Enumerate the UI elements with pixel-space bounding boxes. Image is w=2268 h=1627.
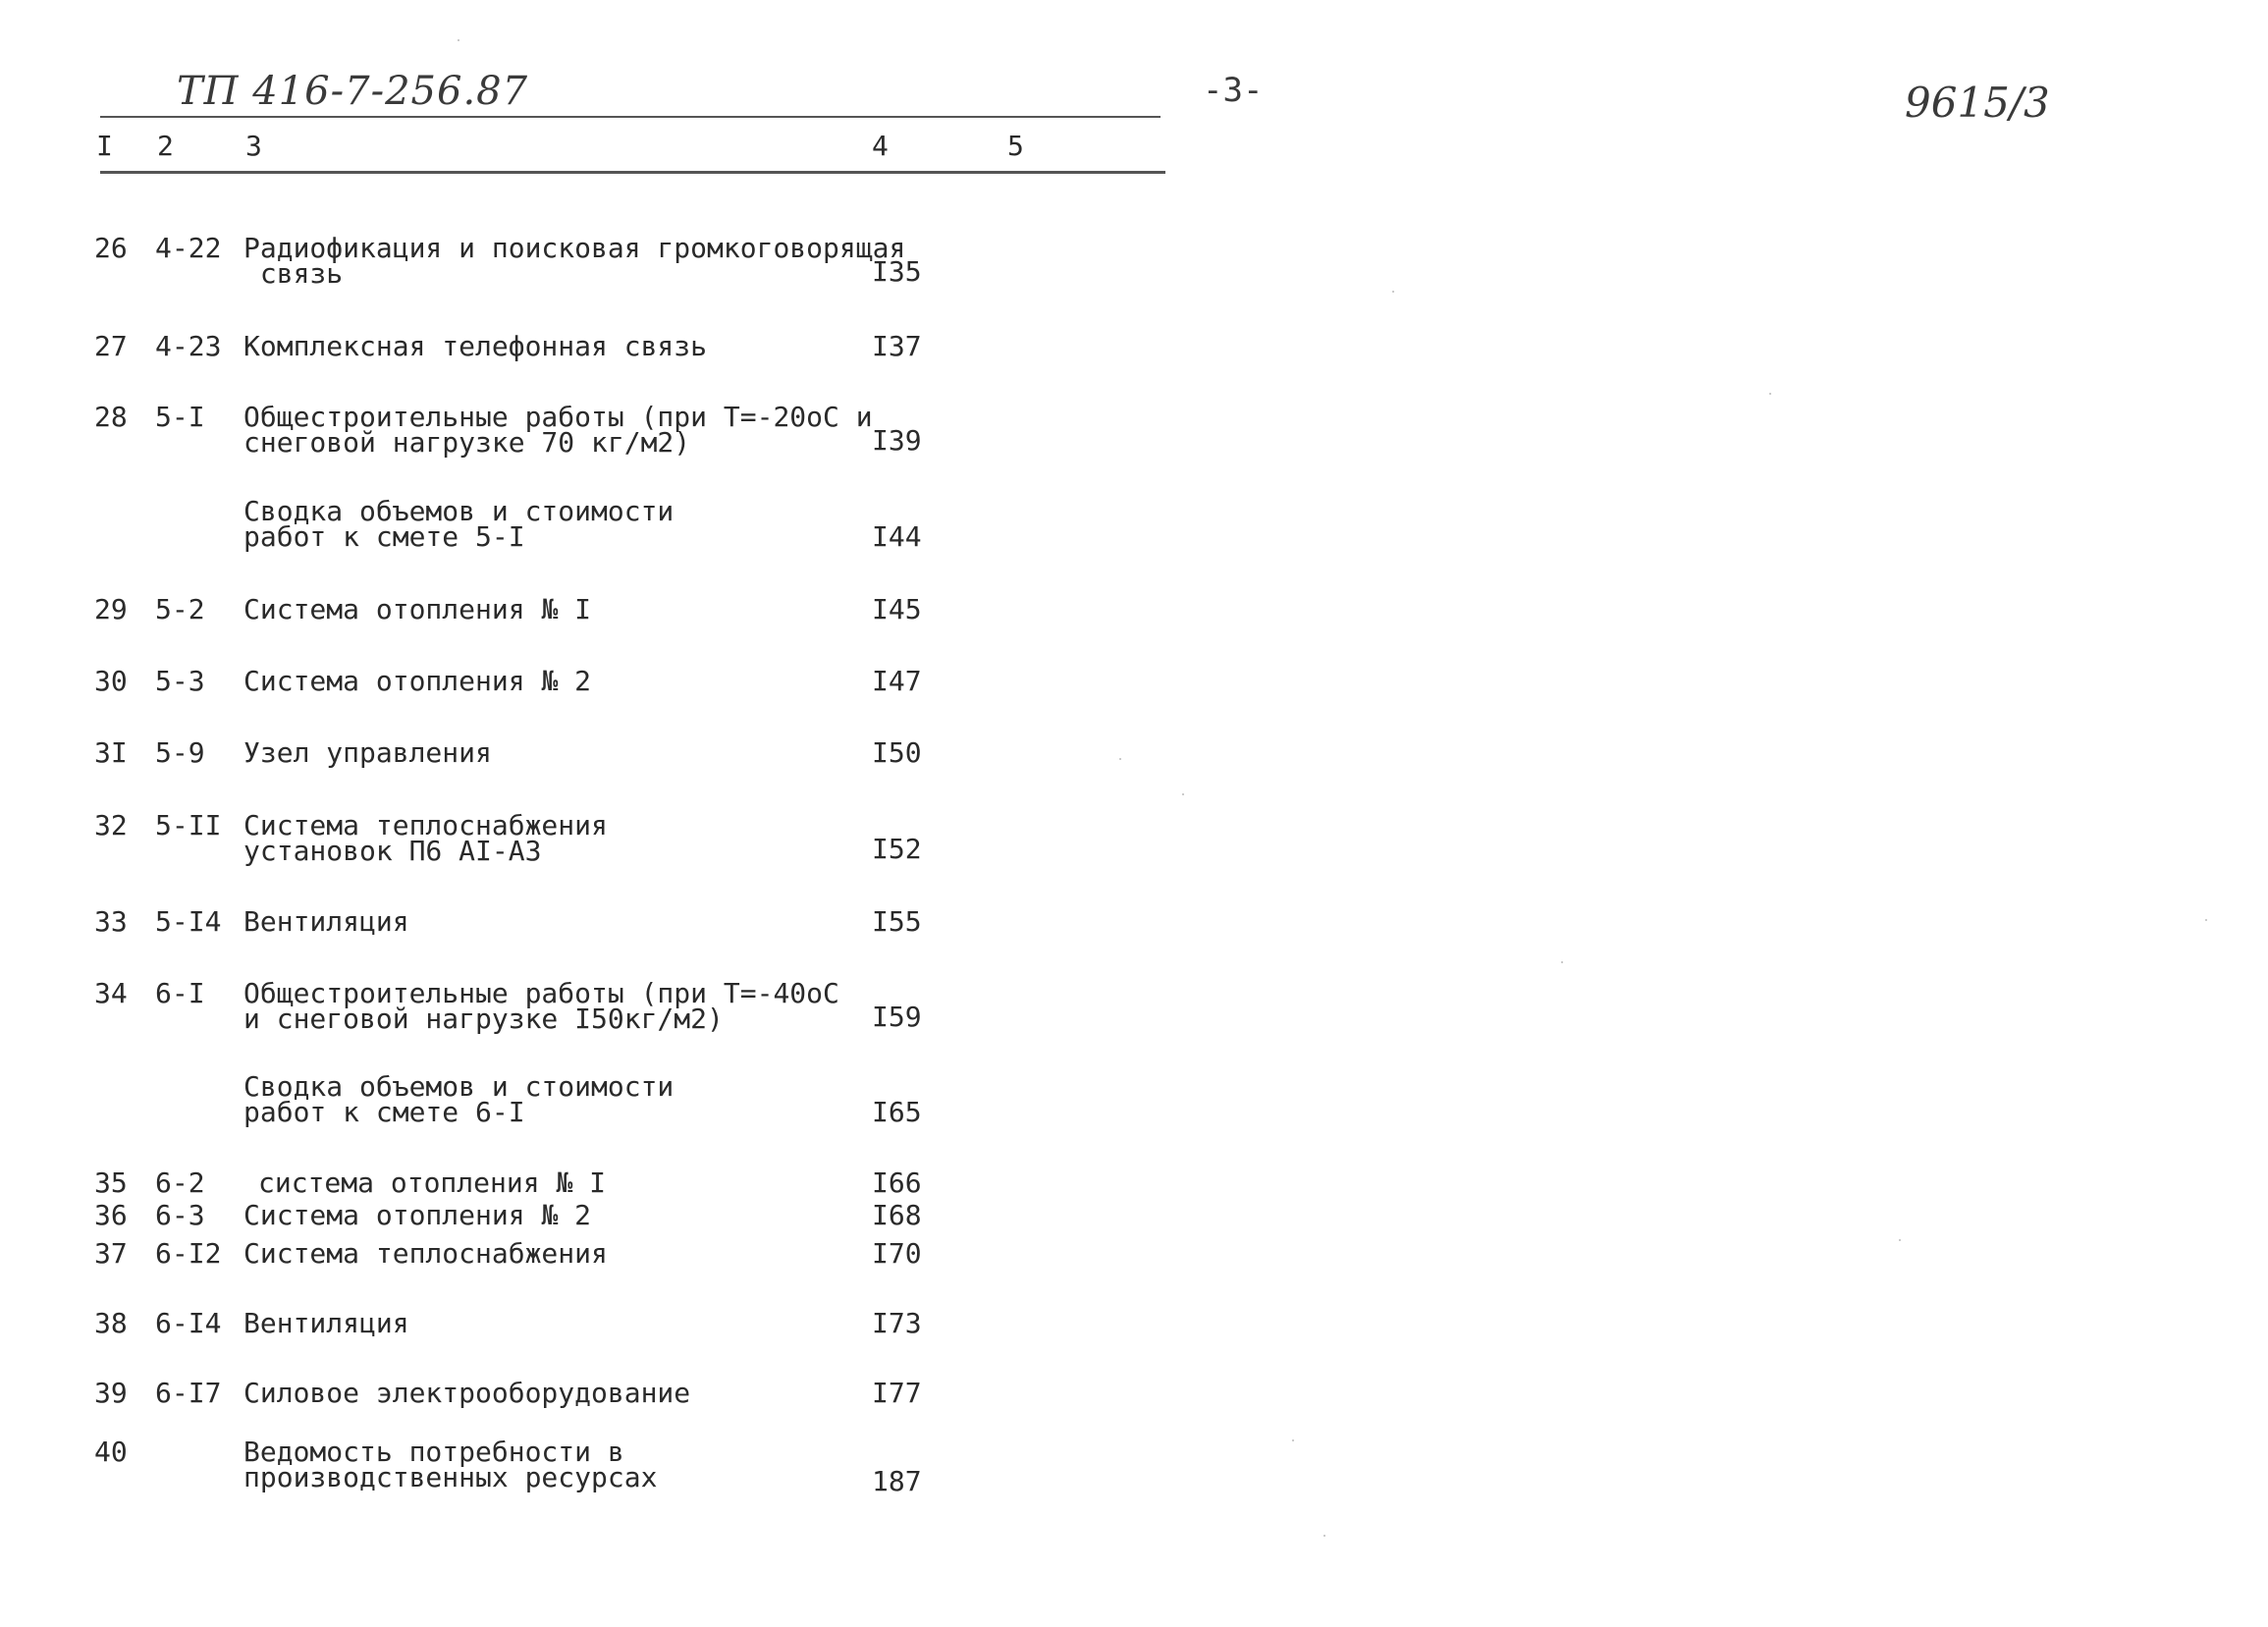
row-title: система отопления № I <box>258 1166 607 1199</box>
page-number: -3- <box>1203 71 1264 110</box>
scan-speck <box>1899 1239 1901 1241</box>
row-page: I73 <box>872 1307 922 1339</box>
row-page: I59 <box>872 1001 922 1033</box>
row-title: Вентиляция <box>243 905 409 938</box>
row-number: 26 <box>94 232 128 264</box>
row-number: 30 <box>94 665 128 697</box>
row-page: 187 <box>872 1465 922 1497</box>
row-code: 5-I4 <box>155 905 222 938</box>
row-code: 6-2 <box>155 1166 205 1199</box>
column-header-5: 5 <box>1007 130 1024 162</box>
row-number: 39 <box>94 1377 128 1409</box>
row-title: Узел управления <box>243 736 492 769</box>
row-title: Система теплоснабжения <box>243 1237 608 1270</box>
row-title: Сводка объемов и стоимости работ к смете 5-I <box>243 495 675 553</box>
row-code: 6-I7 <box>155 1377 222 1409</box>
row-code: 4-22 <box>155 232 222 264</box>
scan-speck <box>1769 393 1771 395</box>
row-title: Радиофикация и поисковая громкоговорящая связь <box>243 232 906 290</box>
row-page: I47 <box>872 665 922 697</box>
row-title: Силовое электрооборудование <box>243 1377 691 1409</box>
row-title: Ведомость потребности в производственных ресурсах <box>243 1436 658 1493</box>
row-code: 5-2 <box>155 593 205 625</box>
scan-speck <box>1292 1439 1294 1441</box>
row-number: 40 <box>94 1436 128 1468</box>
row-page: I45 <box>872 593 922 625</box>
row-title: Система отопления № I <box>243 593 592 625</box>
row-code: 5-9 <box>155 736 205 769</box>
scan-speck <box>1182 793 1184 795</box>
row-number: 37 <box>94 1237 128 1270</box>
row-code: 5-3 <box>155 665 205 697</box>
column-header-1: I <box>96 130 113 162</box>
column-header-3: 3 <box>245 130 262 162</box>
row-number: 27 <box>94 330 128 362</box>
row-title: Сводка объемов и стоимости работ к смете 6-I <box>243 1070 675 1128</box>
row-title: Общестроительные работы (при Т=-40оС и снеговой нагрузке I50кг/м2) <box>243 977 839 1035</box>
header-top-rule <box>100 116 1161 118</box>
scan-speck <box>1392 291 1394 293</box>
row-number: 32 <box>94 809 128 841</box>
row-title: Система отопления № 2 <box>243 1199 592 1231</box>
row-page: I66 <box>872 1166 922 1199</box>
row-page: I68 <box>872 1199 922 1231</box>
row-title: Общестроительные работы (при Т=-20оС и снеговой нагрузке 70 кг/м2) <box>243 401 873 459</box>
row-code: 5-I <box>155 401 205 433</box>
row-code: 6-I4 <box>155 1307 222 1339</box>
row-number: 36 <box>94 1199 128 1231</box>
scan-speck <box>1561 961 1563 963</box>
row-number: 29 <box>94 593 128 625</box>
row-page: I70 <box>872 1237 922 1270</box>
row-page: I65 <box>872 1096 922 1128</box>
row-page: I77 <box>872 1377 922 1409</box>
row-code: 6-3 <box>155 1199 205 1231</box>
scan-speck <box>1119 758 1121 760</box>
archive-number: 9615/3 <box>1905 79 2050 127</box>
row-code: 6-I <box>155 977 205 1009</box>
column-header-4: 4 <box>872 130 889 162</box>
row-page: I39 <box>872 424 922 457</box>
row-title: Система теплоснабжения установок П6 АI-А3 <box>243 809 608 867</box>
row-code: 6-I2 <box>155 1237 222 1270</box>
scan-speck <box>1323 1535 1325 1537</box>
row-page: I50 <box>872 736 922 769</box>
row-number: 3I <box>94 736 128 769</box>
row-page: I35 <box>872 255 922 288</box>
row-title: Комплексная телефонная связь <box>243 330 708 362</box>
row-code: 4-23 <box>155 330 222 362</box>
column-header-2: 2 <box>157 130 174 162</box>
row-number: 38 <box>94 1307 128 1339</box>
row-title: Система отопления № 2 <box>243 665 592 697</box>
scan-speck <box>2205 919 2207 921</box>
row-page: I44 <box>872 520 922 553</box>
row-title: Вентиляция <box>243 1307 409 1339</box>
scan-speck <box>458 39 459 41</box>
row-code: 5-II <box>155 809 222 841</box>
row-number: 33 <box>94 905 128 938</box>
document-code: ТП 416-7-256.87 <box>177 69 529 114</box>
row-page: I52 <box>872 833 922 865</box>
row-number: 28 <box>94 401 128 433</box>
header-bottom-rule <box>100 171 1165 174</box>
row-number: 34 <box>94 977 128 1009</box>
row-page: I37 <box>872 330 922 362</box>
row-number: 35 <box>94 1166 128 1199</box>
row-page: I55 <box>872 905 922 938</box>
